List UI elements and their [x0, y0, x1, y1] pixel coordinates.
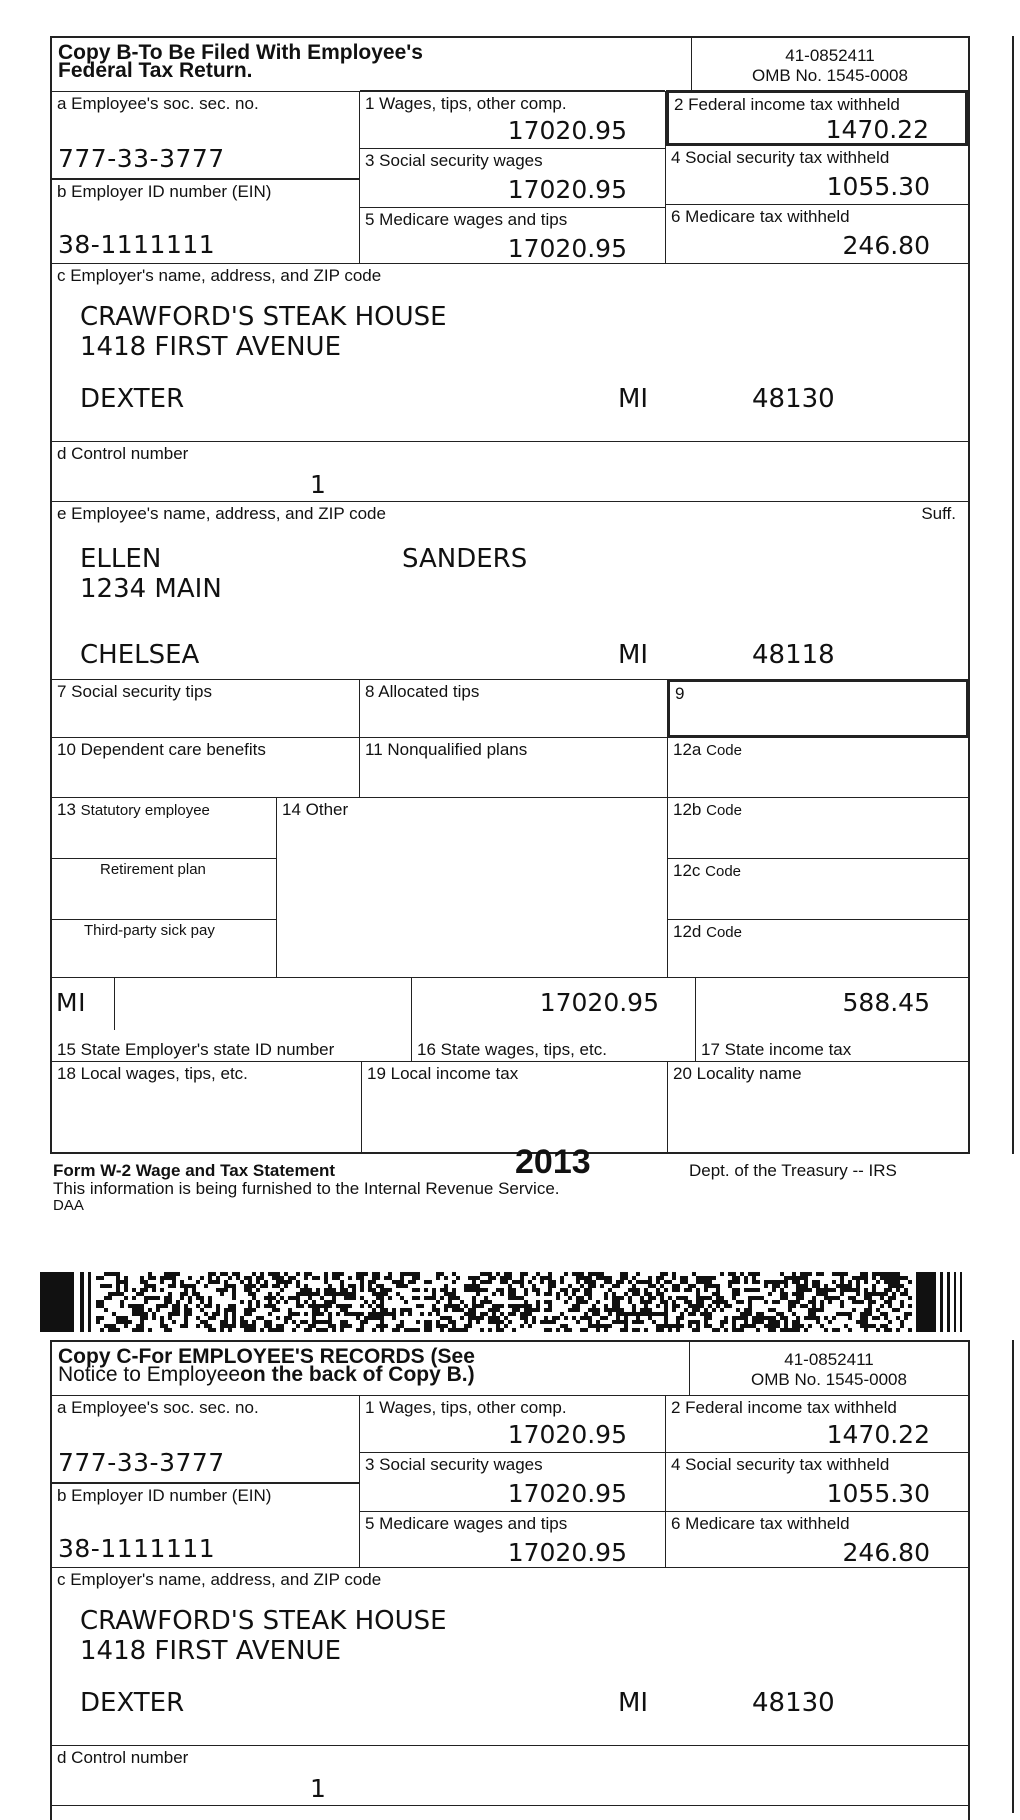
box8-label: 8 Allocated tips	[365, 682, 480, 701]
box3-label-c: 3 Social security wages	[365, 1455, 543, 1474]
w2-copy-c	[50, 1340, 970, 1820]
ssn-label-c: a Employee's soc. sec. no.	[57, 1398, 259, 1417]
box1-value: 17020.95	[507, 116, 627, 145]
ssn-label: a Employee's soc. sec. no.	[57, 94, 259, 113]
third-party-sick-pay-label: Third-party sick pay	[84, 922, 215, 939]
box9-label: 9	[675, 684, 685, 703]
box1-label: 1 Wages, tips, other comp.	[365, 94, 567, 113]
employer-city-c: DEXTER	[80, 1688, 185, 1718]
employer-name-c: CRAWFORD'S STEAK HOUSE	[80, 1606, 447, 1636]
form-footer	[53, 1143, 973, 1214]
box3-value: 17020.95	[507, 175, 627, 204]
box3-label: 3 Social security wages	[365, 151, 543, 170]
employer-address	[80, 302, 447, 362]
employer-city: DEXTER	[80, 384, 185, 414]
box12d-label: 12d	[673, 922, 702, 941]
box4-value-c: 1055.30	[826, 1479, 930, 1508]
omb-number: OMB No. 1545-0008	[752, 66, 908, 85]
employee-state: MI	[618, 640, 649, 670]
control-label-c: d Control number	[57, 1748, 189, 1767]
box12b-label: 12b	[673, 800, 702, 819]
tax-year: 2013	[515, 1143, 591, 1181]
w2-copy-b	[50, 36, 970, 1154]
employee-label: e Employee's name, address, and ZIP code	[57, 504, 386, 523]
employee-last-name: SANDERS	[402, 544, 528, 574]
form-id: 41-0852411	[785, 46, 875, 65]
employee-street: 1234 MAIN	[80, 574, 222, 604]
box12a-label: 12a	[673, 740, 702, 759]
box5-value-c: 17020.95	[507, 1538, 627, 1567]
omb-number-c: OMB No. 1545-0008	[751, 1370, 907, 1389]
ein-label: b Employer ID number (EIN)	[57, 182, 272, 201]
box7-label: 7 Social security tips	[57, 682, 212, 701]
box5-label: 5 Medicare wages and tips	[365, 210, 568, 229]
adjacent-form-edge	[1012, 36, 1020, 1154]
box11-label: 11 Nonqualified plans	[365, 740, 528, 759]
employer-label-c: c Employer's name, address, and ZIP code	[57, 1570, 382, 1589]
box2-value-c: 1470.22	[826, 1420, 930, 1449]
control-number: 1	[310, 470, 327, 499]
box19-label: 19 Local income tax	[367, 1064, 519, 1083]
box12a-code: Code	[706, 742, 742, 759]
box15-label: 15 State Employer's state ID number	[57, 1040, 335, 1059]
form-id-c: 41-0852411	[784, 1350, 874, 1369]
employer-street-c: 1418 FIRST AVENUE	[80, 1636, 342, 1666]
box2-label-c: 2 Federal income tax withheld	[671, 1398, 897, 1417]
box6-label-c: 6 Medicare tax withheld	[671, 1514, 850, 1533]
employer-label: c Employer's name, address, and ZIP code	[57, 266, 382, 285]
box16-label: 16 State wages, tips, etc.	[417, 1040, 607, 1059]
box6-label: 6 Medicare tax withheld	[671, 207, 850, 226]
form-name: Form W-2 Wage and Tax Statement	[53, 1161, 336, 1180]
employer-state: MI	[618, 384, 649, 414]
box20-label: 20 Locality name	[673, 1064, 802, 1083]
box1-label-c: 1 Wages, tips, other comp.	[365, 1398, 567, 1417]
employee-first-name: ELLEN	[80, 544, 162, 574]
control-label: d Control number	[57, 444, 189, 463]
barcode-2d	[40, 1272, 984, 1332]
box3-value-c: 17020.95	[507, 1479, 627, 1508]
statutory-employee-label: Statutory employee	[80, 802, 210, 819]
employer-zip: 48130	[752, 384, 835, 414]
ssn-value-c: 777-33-3777	[58, 1448, 225, 1477]
box5-value: 17020.95	[507, 234, 627, 263]
box17-value: 588.45	[842, 988, 930, 1017]
box4-value: 1055.30	[826, 172, 930, 201]
employer-name: CRAWFORD'S STEAK HOUSE	[80, 302, 447, 332]
employer-zip-c: 48130	[752, 1688, 835, 1718]
box6-value: 246.80	[842, 231, 930, 260]
ein-label-c: b Employer ID number (EIN)	[57, 1486, 272, 1505]
box18-label: 18 Local wages, tips, etc.	[57, 1064, 248, 1083]
box4-label: 4 Social security tax withheld	[671, 148, 890, 167]
box6-value-c: 246.80	[842, 1538, 930, 1567]
box4-label-c: 4 Social security tax withheld	[671, 1455, 890, 1474]
employer-state-c: MI	[618, 1688, 649, 1718]
dept-treasury: Dept. of the Treasury -- IRS	[689, 1161, 897, 1180]
box16-value: 17020.95	[539, 988, 659, 1017]
box12c-label: 12c	[673, 861, 701, 880]
box5-label-c: 5 Medicare wages and tips	[365, 1514, 568, 1533]
box2-value: 1470.22	[825, 115, 929, 144]
box14-label: 14 Other	[282, 800, 349, 819]
irs-notice: This information is being furnished to the Internal Revenue Service.	[53, 1179, 560, 1198]
box2-label: 2 Federal income tax withheld	[674, 95, 900, 114]
suffix-label: Suff.	[921, 504, 956, 523]
employer-street: 1418 FIRST AVENUE	[80, 332, 342, 362]
copy-b-title: Copy B-To Be Filed With Employee's Federal Tax Return.	[58, 41, 423, 82]
box13-label: 13	[57, 800, 76, 819]
ein-value-c: 38-1111111	[58, 1534, 216, 1563]
box12b-code: Code	[706, 802, 742, 819]
box10-label: 10 Dependent care benefits	[57, 740, 266, 759]
ein-value: 38-1111111	[58, 230, 216, 259]
daa-mark: DAA	[53, 1197, 84, 1214]
employee-zip: 48118	[752, 640, 835, 670]
employee-city: CHELSEA	[80, 640, 200, 670]
retirement-plan-label: Retirement plan	[100, 861, 206, 878]
box12c-code: Code	[705, 863, 742, 880]
box1-value-c: 17020.95	[507, 1420, 627, 1449]
state-value: MI	[56, 988, 86, 1017]
box17-label: 17 State income tax	[701, 1040, 852, 1059]
adjacent-form-edge-lower	[1012, 1340, 1020, 1813]
ssn-value: 777-33-3777	[58, 144, 225, 173]
copy-c-title: Copy C-For EMPLOYEE'S RECORDS (See Notice to Employeeon the back of Copy B.)	[58, 1345, 475, 1386]
control-number-c: 1	[310, 1774, 327, 1803]
copy-b-header	[52, 38, 968, 92]
box12d-code: Code	[706, 924, 742, 941]
employer-address-c	[80, 1606, 447, 1666]
